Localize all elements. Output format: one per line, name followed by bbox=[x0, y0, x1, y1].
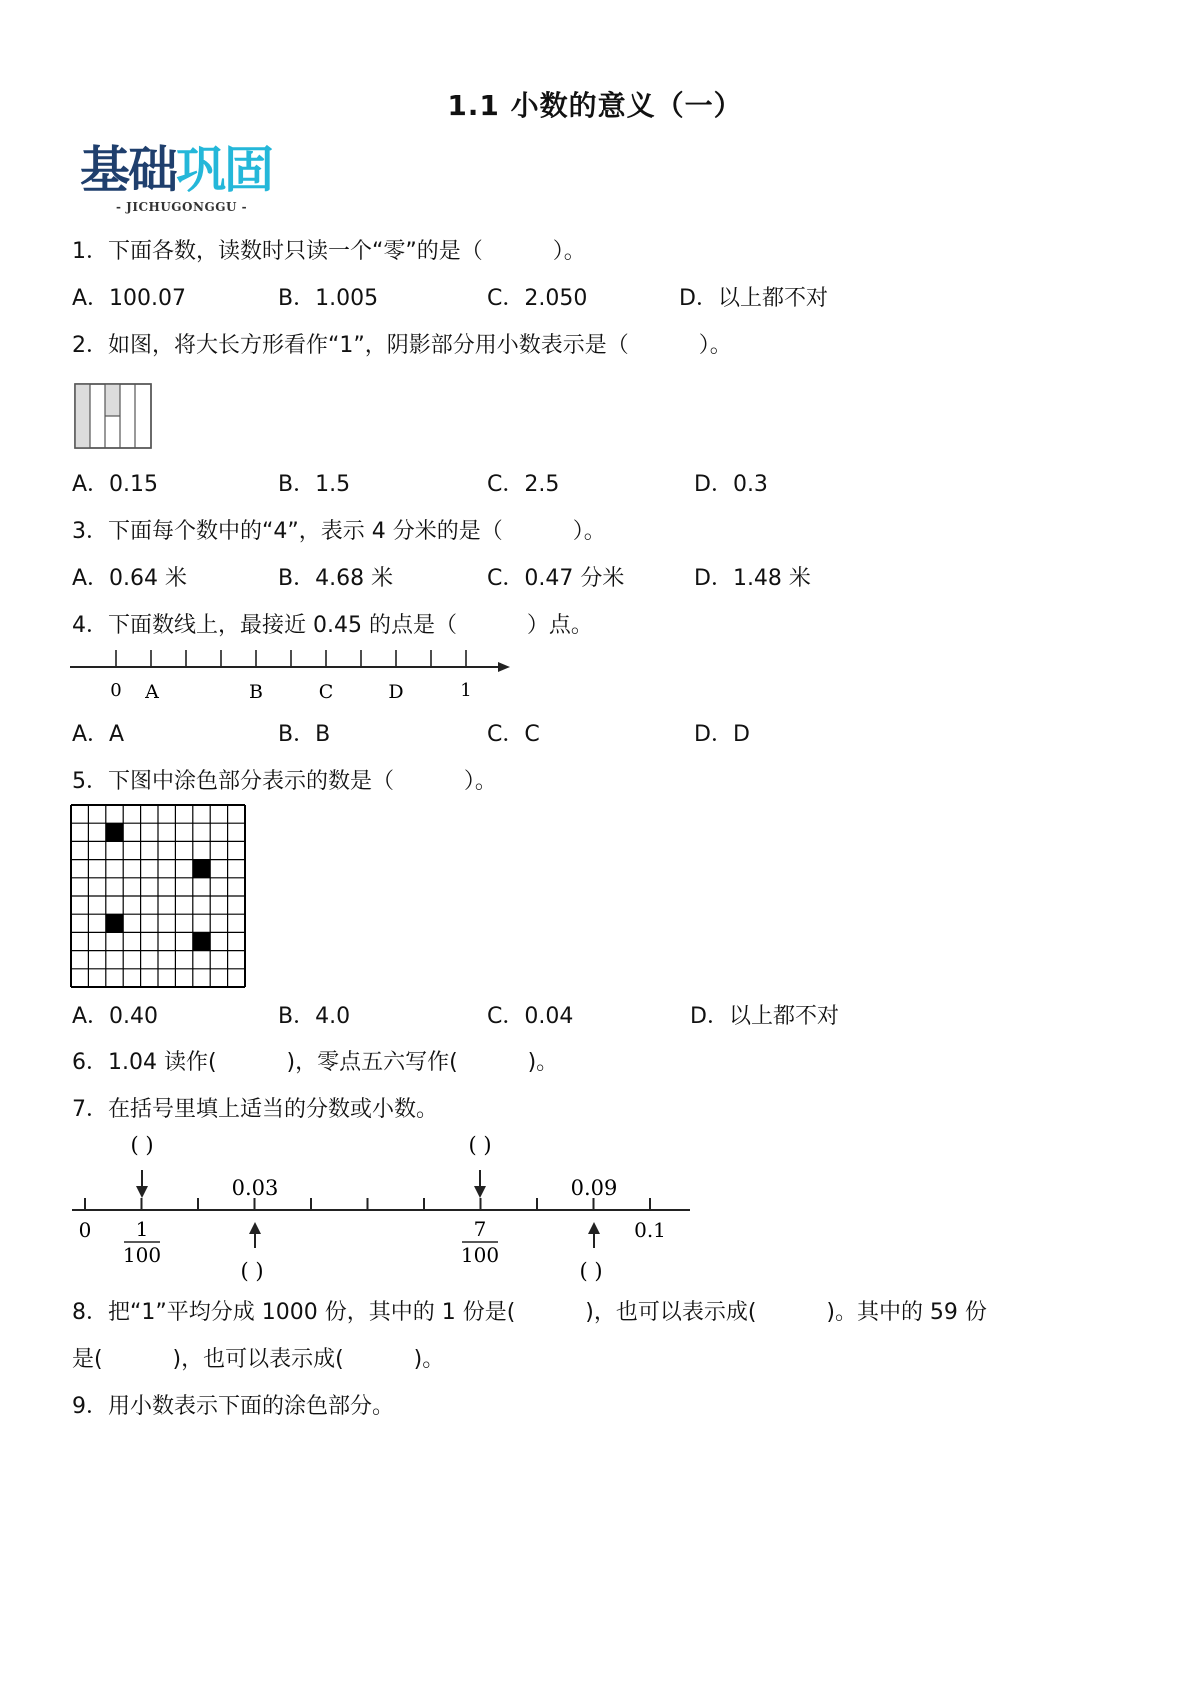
q7-number-line bbox=[66, 1128, 706, 1288]
q5-shaded-cell bbox=[193, 860, 210, 878]
q2-option-c: C．2.5 bbox=[487, 472, 560, 497]
q5-shaded-cell bbox=[106, 823, 123, 841]
q7-text: 7．在括号里填上适当的分数或小数。 bbox=[72, 1097, 438, 1122]
q2-option-a: A．0.15 bbox=[72, 472, 159, 497]
q2-shaded-half bbox=[105, 384, 120, 416]
q7-down-arrow-1 bbox=[136, 1186, 148, 1198]
q5-grid-lines bbox=[71, 805, 245, 987]
q4-arrowhead bbox=[498, 662, 510, 672]
logo-part2: 巩固 bbox=[176, 141, 272, 199]
q4-option-a: A．A bbox=[72, 722, 125, 747]
q5-option-b: B．4.0 bbox=[278, 1004, 351, 1029]
logo-part1: 基础 bbox=[80, 141, 176, 199]
q4-label-1: 1 bbox=[460, 680, 472, 701]
q6-text: 6．1.04 读作( )，零点五六写作( )。 bbox=[72, 1050, 559, 1075]
q9-text: 9．用小数表示下面的涂色部分。 bbox=[72, 1394, 394, 1419]
q8-line1: 8．把“1”平均分成 1000 份，其中的 1 份是( )，也可以表示成( )。其中的 59 份 bbox=[72, 1300, 987, 1325]
q8-line2: 是( )，也可以表示成( )。 bbox=[72, 1347, 445, 1372]
q4-label-0: 0 bbox=[110, 680, 122, 701]
q7-blank-bottom-1: ( ) bbox=[240, 1259, 264, 1283]
q5-text: 5．下图中涂色部分表示的数是（ ）。 bbox=[72, 769, 497, 794]
q2-rectangle-figure bbox=[74, 383, 154, 451]
q1-option-b: B．1.005 bbox=[278, 286, 379, 311]
q3-option-d: D．1.48 米 bbox=[694, 566, 811, 591]
q7-label-0: 0 bbox=[78, 1218, 92, 1242]
logo-subtitle: - JICHUGONGGU - bbox=[116, 200, 248, 214]
q4-option-d: D．D bbox=[694, 722, 750, 747]
q3-option-a: A．0.64 米 bbox=[72, 566, 188, 591]
q4-ticks bbox=[116, 650, 466, 667]
q7-value-0.03: 0.03 bbox=[231, 1176, 279, 1200]
q7-frac1-denominator: 100 bbox=[122, 1243, 162, 1267]
logo bbox=[80, 140, 272, 200]
q1-option-a: A．100.07 bbox=[72, 286, 187, 311]
q3-option-c: C．0.47 分米 bbox=[487, 566, 625, 591]
q2-shaded-strip bbox=[75, 384, 90, 448]
q7-blank-top-2: ( ) bbox=[468, 1133, 492, 1157]
q4-text: 4．下面数线上，最接近 0.45 的点是（ ）点。 bbox=[72, 613, 593, 638]
q2-text: 2．如图，将大长方形看作“1”，阴影部分用小数表示是（ ）。 bbox=[72, 333, 732, 358]
q7-blank-bottom-2: ( ) bbox=[579, 1259, 603, 1283]
q4-point-b: B bbox=[249, 681, 263, 703]
q5-grid-figure bbox=[70, 804, 248, 990]
q5-option-d: D．以上都不对 bbox=[690, 1004, 839, 1029]
q4-point-c: C bbox=[318, 681, 334, 703]
q7-value-0.09: 0.09 bbox=[570, 1176, 618, 1200]
q5-shaded-cell bbox=[193, 932, 210, 950]
q7-ticks bbox=[85, 1198, 650, 1210]
q4-option-b: B．B bbox=[278, 722, 331, 747]
q5-option-c: C．0.04 bbox=[487, 1004, 574, 1029]
page-title: 1.1 小数的意义（一） bbox=[447, 89, 743, 122]
q7-frac2-denominator: 100 bbox=[460, 1243, 500, 1267]
q7-frac1-numerator: 1 bbox=[135, 1217, 149, 1241]
q4-number-line bbox=[66, 640, 516, 704]
q7-blank-top-1: ( ) bbox=[130, 1133, 154, 1157]
q3-text: 3．下面每个数中的“4”，表示 4 分米的是（ ）。 bbox=[72, 519, 606, 544]
q7-label-0.1: 0.1 bbox=[634, 1218, 666, 1242]
q7-down-arrow-2 bbox=[474, 1186, 486, 1198]
q1-text: 1．下面各数，读数时只读一个“零”的是（ ）。 bbox=[72, 239, 586, 264]
q1-option-d: D．以上都不对 bbox=[679, 286, 828, 311]
q5-shaded-cell bbox=[106, 914, 123, 932]
q4-point-d: D bbox=[388, 681, 404, 703]
q4-option-c: C．C bbox=[487, 722, 540, 747]
q1-option-c: C．2.050 bbox=[487, 286, 588, 311]
q4-point-a: A bbox=[145, 681, 159, 703]
q7-frac2-numerator: 7 bbox=[473, 1217, 487, 1241]
q2-option-d: D．0.3 bbox=[694, 472, 768, 497]
q5-option-a: A．0.40 bbox=[72, 1004, 159, 1029]
q2-option-b: B．1.5 bbox=[278, 472, 351, 497]
q3-option-b: B．4.68 米 bbox=[278, 566, 394, 591]
